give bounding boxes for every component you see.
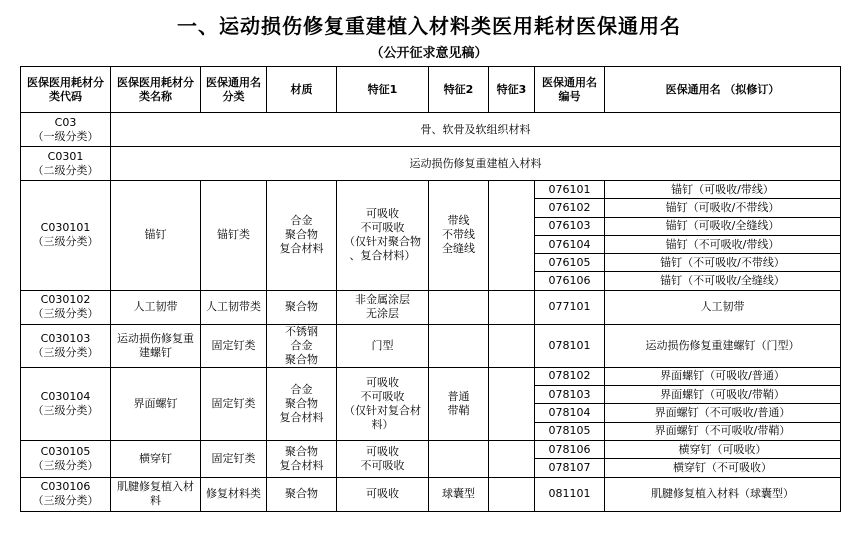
item-number: 078105: [535, 422, 605, 440]
group-category: 固定钉类: [201, 367, 267, 440]
group-category: 修复材料类: [201, 477, 267, 511]
level2-name: 运动损伤修复重建植入材料: [111, 147, 841, 181]
level2-code: C0301 （二级分类）: [21, 147, 111, 181]
group-code: C030106 （三级分类）: [21, 477, 111, 511]
group-category: 锚钉类: [201, 181, 267, 291]
group-feature1: 可吸收: [337, 477, 429, 511]
group-name: 横穿钉: [111, 440, 201, 477]
item-number: 078104: [535, 404, 605, 422]
item-generic-name: 锚钉（不可吸收/带线）: [605, 235, 841, 253]
item-number: 076101: [535, 181, 605, 199]
group-name: 肌腱修复植入材 料: [111, 477, 201, 511]
table-row: [21, 290, 841, 324]
table-row: [21, 181, 841, 199]
group-material: 不锈钢 合金 聚合物: [267, 324, 337, 367]
level2-row: [21, 147, 841, 181]
item-generic-name: 界面螺钉（不可吸收/带鞘）: [605, 422, 841, 440]
item-number: 078101: [535, 324, 605, 367]
group-feature3: [489, 477, 535, 511]
group-name: 运动损伤修复重 建螺钉: [111, 324, 201, 367]
group-feature2: [429, 290, 489, 324]
item-generic-name: 界面螺钉（可吸收/带鞘）: [605, 386, 841, 404]
item-number: 077101: [535, 290, 605, 324]
group-code: C030105 （三级分类）: [21, 440, 111, 477]
item-number: 076105: [535, 254, 605, 272]
level1-code: C03 （一级分类）: [21, 113, 111, 147]
group-feature3: [489, 440, 535, 477]
group-feature3: [489, 290, 535, 324]
group-material: 合金 聚合物 复合材料: [267, 367, 337, 440]
item-generic-name: 横穿钉（可吸收）: [605, 440, 841, 458]
group-category: 固定钉类: [201, 440, 267, 477]
item-number: 076103: [535, 217, 605, 235]
item-generic-name: 锚钉（不可吸收/全缝线）: [605, 272, 841, 290]
item-generic-name: 横穿钉（不可吸收）: [605, 459, 841, 477]
group-feature1: 非金属涂层 无涂层: [337, 290, 429, 324]
header-cell-category: 医保通用名分类: [201, 67, 267, 113]
group-name: 人工韧带: [111, 290, 201, 324]
item-generic-name: 锚钉（可吸收/不带线）: [605, 199, 841, 217]
group-material: 聚合物 复合材料: [267, 440, 337, 477]
header-cell-number: 医保通用名编号: [535, 67, 605, 113]
group-feature2: 带线 不带线 全缝线: [429, 181, 489, 291]
item-generic-name: 运动损伤修复重建螺钉（门型）: [605, 324, 841, 367]
group-feature2: 普通 带鞘: [429, 367, 489, 440]
group-code: C030104 （三级分类）: [21, 367, 111, 440]
group-material: 合金 聚合物 复合材料: [267, 181, 337, 291]
item-generic-name: 锚钉（不可吸收/不带线）: [605, 254, 841, 272]
header-cell-name: 医保医用耗材分类名称: [111, 67, 201, 113]
group-code: C030102 （三级分类）: [21, 290, 111, 324]
item-number: 078107: [535, 459, 605, 477]
level1-row: [21, 113, 841, 147]
group-material: 聚合物: [267, 290, 337, 324]
group-category: 人工韧带类: [201, 290, 267, 324]
item-generic-name: 界面螺钉（不可吸收/普通）: [605, 404, 841, 422]
item-number: 081101: [535, 477, 605, 511]
item-number: 076104: [535, 235, 605, 253]
header-cell-feature1: 特征1: [337, 67, 429, 113]
group-code: C030103 （三级分类）: [21, 324, 111, 367]
item-generic-name: 界面螺钉（可吸收/普通）: [605, 367, 841, 385]
item-number: 076102: [535, 199, 605, 217]
table-row: [21, 477, 841, 511]
page-subtitle: （公开征求意见稿）: [370, 46, 488, 61]
group-feature2: [429, 440, 489, 477]
item-number: 078106: [535, 440, 605, 458]
item-number: 078103: [535, 386, 605, 404]
table-row: [21, 440, 841, 458]
group-material: 聚合物: [267, 477, 337, 511]
header-cell-code: 医保医用耗材分类代码: [21, 67, 111, 113]
group-name: 锚钉: [111, 181, 201, 291]
level1-name: 骨、软骨及软组织材料: [111, 113, 841, 147]
group-feature3: [489, 367, 535, 440]
item-generic-name: 锚钉（可吸收/全缝线）: [605, 217, 841, 235]
group-feature1: 可吸收 不可吸收 （仅针对复合材 料）: [337, 367, 429, 440]
item-number: 076106: [535, 272, 605, 290]
item-number: 078102: [535, 367, 605, 385]
header-cell-material: 材质: [267, 67, 337, 113]
item-generic-name: 人工韧带: [605, 290, 841, 324]
group-category: 固定钉类: [201, 324, 267, 367]
group-feature2: [429, 324, 489, 367]
item-generic-name: 锚钉（可吸收/带线）: [605, 181, 841, 199]
group-feature3: [489, 324, 535, 367]
group-code: C030101 （三级分类）: [21, 181, 111, 291]
group-name: 界面螺钉: [111, 367, 201, 440]
group-feature1: 可吸收 不可吸收 （仅针对聚合物 、复合材料）: [337, 181, 429, 291]
group-feature2: 球囊型: [429, 477, 489, 511]
group-feature1: 可吸收 不可吸收: [337, 440, 429, 477]
header-cell-feature2: 特征2: [429, 67, 489, 113]
header-row: [21, 67, 841, 113]
header-cell-generic-name: 医保通用名 （拟修订）: [605, 67, 841, 113]
group-feature1: 门型: [337, 324, 429, 367]
page-title: 一、运动损伤修复重建植入材料类医用耗材医保通用名: [177, 14, 681, 38]
table-row: [21, 324, 841, 367]
group-feature3: [489, 181, 535, 291]
item-generic-name: 肌腱修复植入材料（球囊型）: [605, 477, 841, 511]
header-cell-feature3: 特征3: [489, 67, 535, 113]
catalog-table: [20, 66, 841, 512]
table-row: [21, 367, 841, 385]
